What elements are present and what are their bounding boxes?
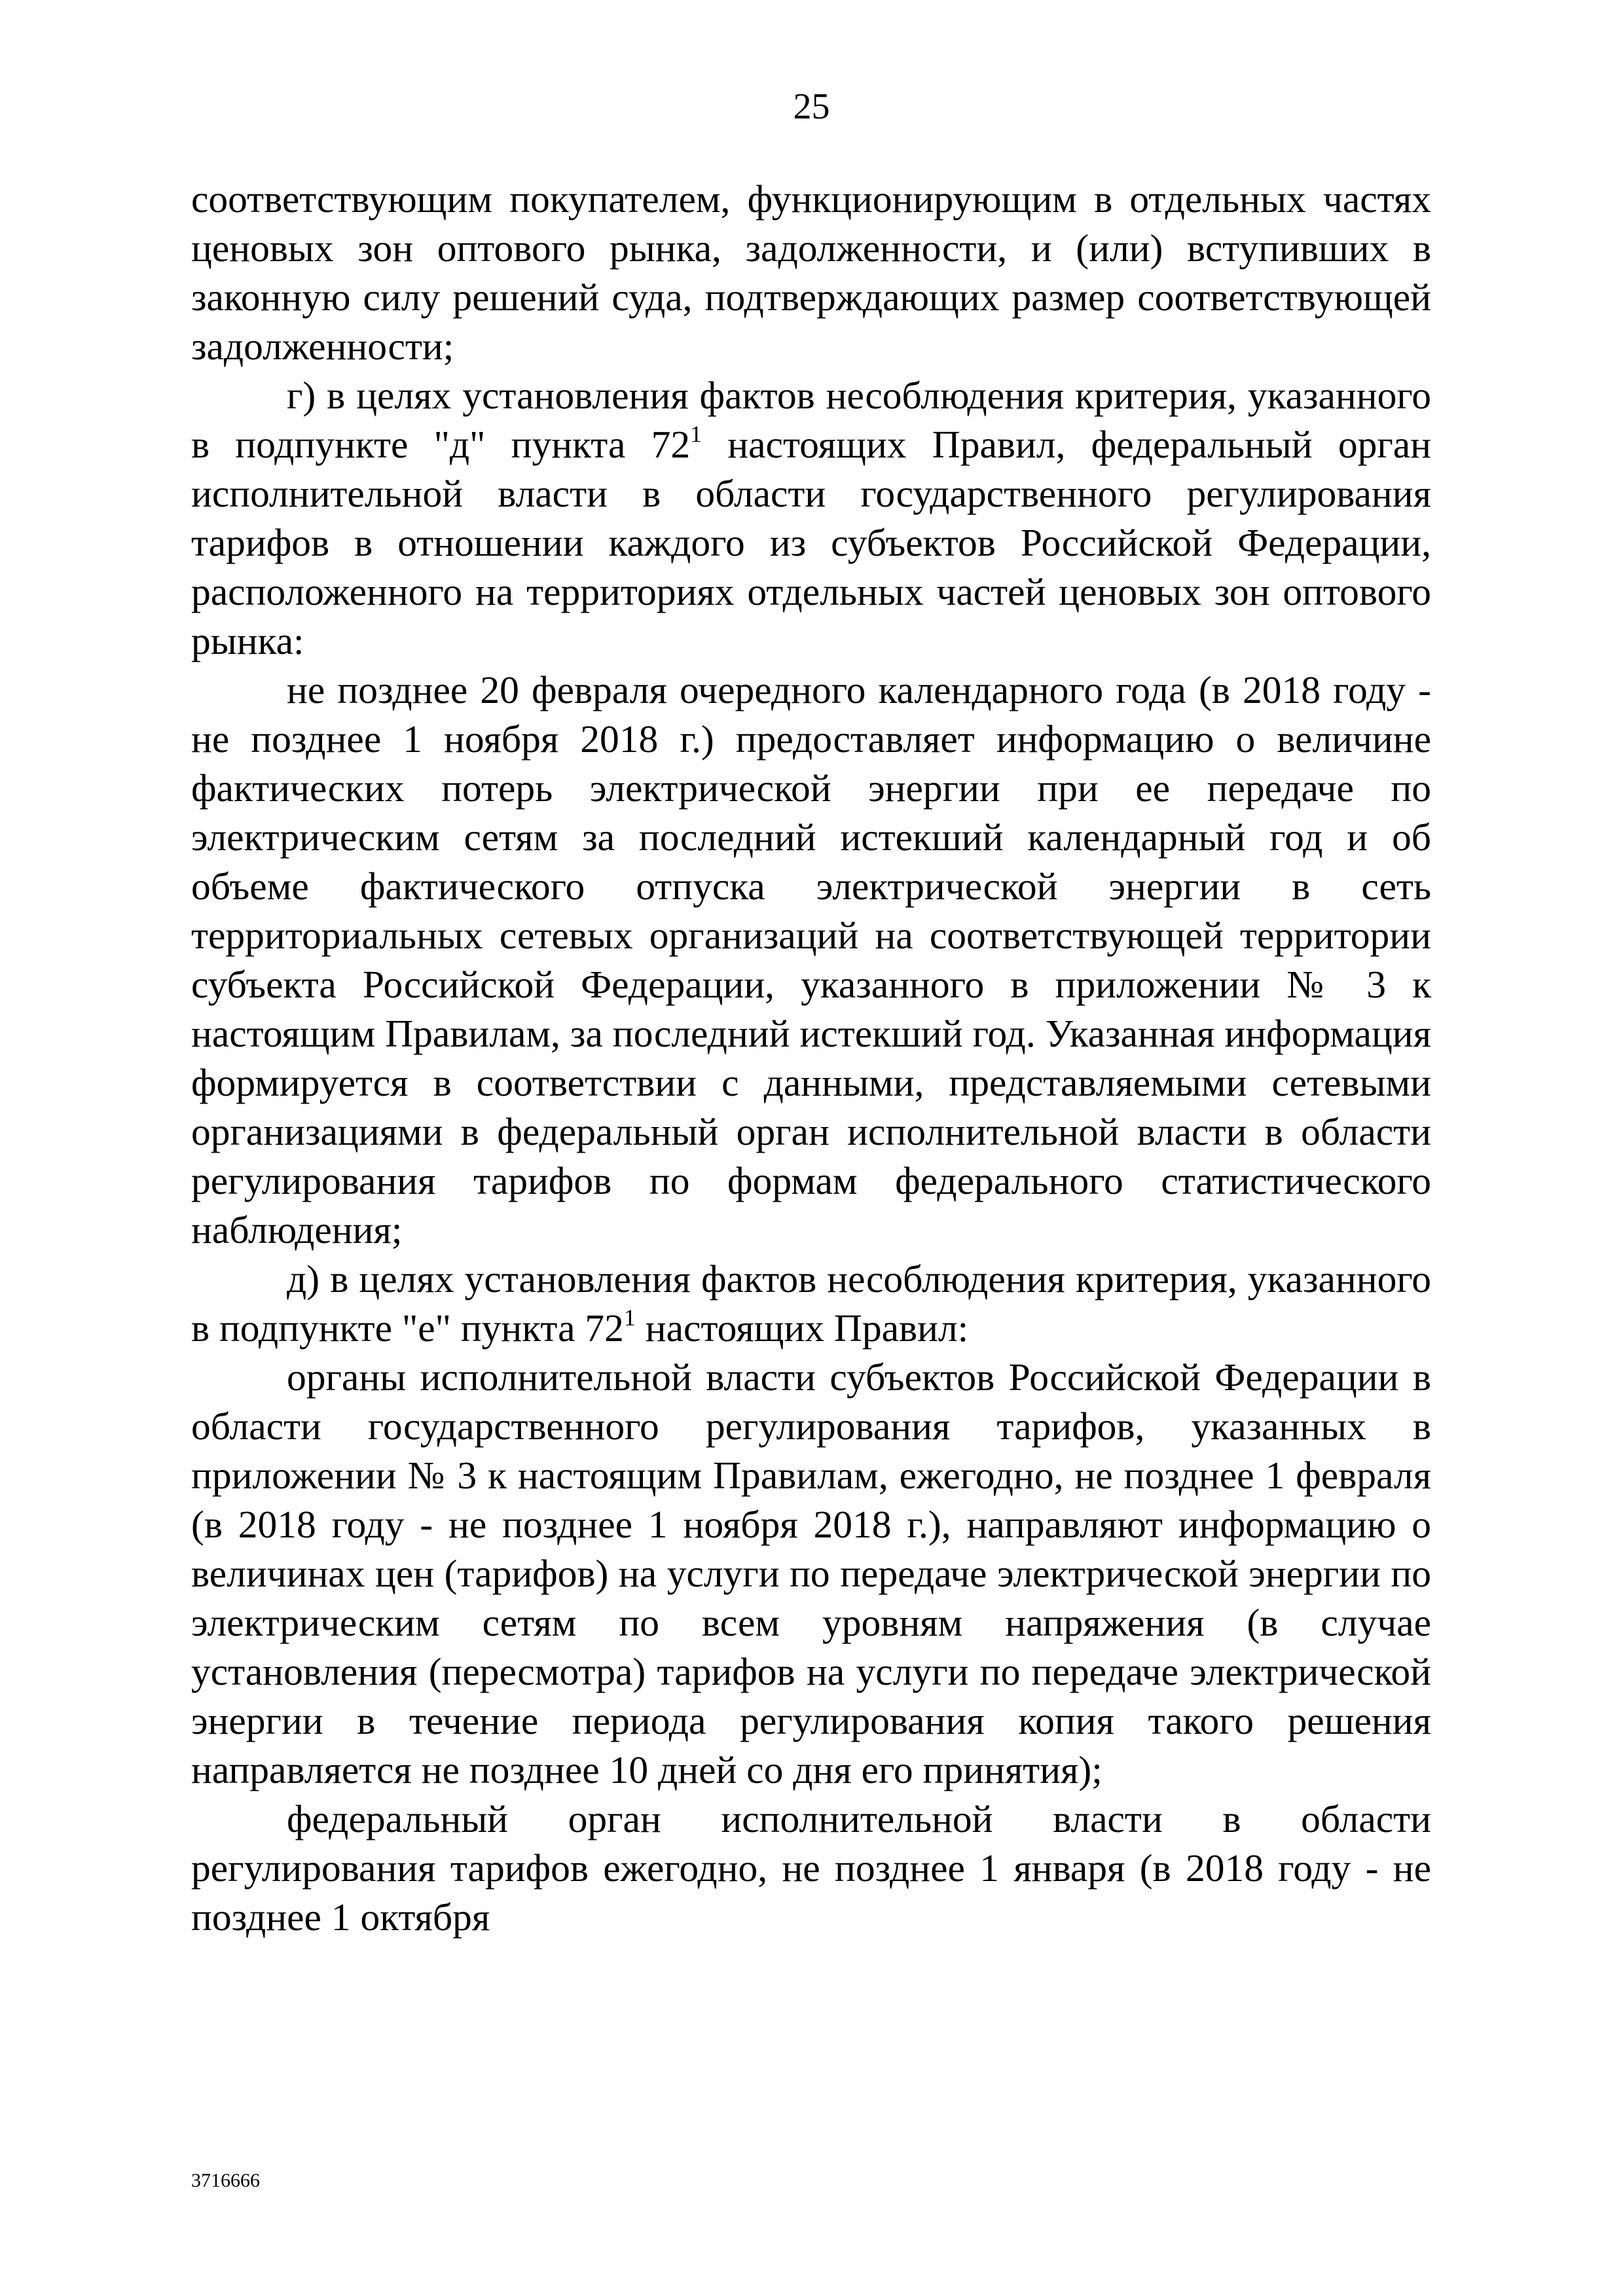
paragraph-text: органы исполнительной власти субъектов Российской Федерации в области государственного регулирования тарифов, указанных в приложении № 3 к настоящим Правилам, ежегодно, не позднее 1 февраля (в 2018 году - не позднее 1 ноября 2018 г.), направляют информацию о величинах цен (тарифов) на услуги по передаче электрической энергии по электрическим сетям по всем уровням напряжения (в случае установления (пересмотра) тарифов на услуги по передаче электрической энергии в течение периода регулирования копия такого решения направляется не позднее 10 дней со дня его принятия);	[191, 1355, 1431, 1791]
document-code: 3716666	[191, 2170, 260, 2191]
paragraph-p3	[191, 666, 1431, 1255]
paragraph-text: г) в целях установления фактов несоблюдения критерия, указанного в подпункте "д" пункта 72	[191, 374, 1431, 466]
paragraph-p4	[191, 1255, 1431, 1353]
paragraph-p5	[191, 1353, 1431, 1795]
paragraph-text: не позднее 20 февраля очередного календарного года (в 2018 году - не позднее 1 ноября 2018 г.) предоставляет информацию о величине фактических потерь электрической энергии при ее передаче по электрическим сетям за последний истекший календарный год и об объеме фактического отпуска электрической энергии в сеть территориальных сетевых организаций на соответствующей территории субъекта Российской Федерации, указанного в приложении № 3 к настоящим Правилам, за последний истекший год. Указанная информация формируется в соответствии с данными, представляемыми сетевыми организациями в федеральный орган исполнительной власти в области регулирования тарифов по формам федерального статистического наблюдения;	[191, 668, 1431, 1251]
page-number: 25	[793, 86, 830, 127]
paragraph-text: соответствующим покупателем, функционирующим в отдельных частях ценовых зон оптового рынка, задолженности, и (или) вступивших в законную силу решений суда, подтверждающих размер соответствующей задолженности;	[191, 177, 1431, 368]
paragraph-p2	[191, 371, 1431, 666]
superscript-index: 1	[623, 1304, 636, 1331]
document-body	[191, 175, 1431, 1942]
paragraph-p1	[191, 175, 1431, 371]
paragraph-text: настоящих Правил, федеральный орган исполнительной власти в области государственного регулирования тарифов в отношении каждого из субъектов Российской Федерации, расположенного на территориях отдельных частей ценовых зон оптового рынка:	[191, 423, 1431, 662]
paragraph-text: федеральный орган исполнительной власти в области регулирования тарифов ежегодно, не позднее 1 января (в 2018 году - не позднее 1 октября	[191, 1797, 1431, 1939]
superscript-index: 1	[690, 421, 702, 447]
paragraph-text: настоящих Правил:	[635, 1306, 969, 1350]
paragraph-p6	[191, 1795, 1431, 1942]
paragraph-text: д) в целях установления фактов несоблюдения критерия, указанного в подпункте "е" пункта 72	[191, 1257, 1431, 1350]
